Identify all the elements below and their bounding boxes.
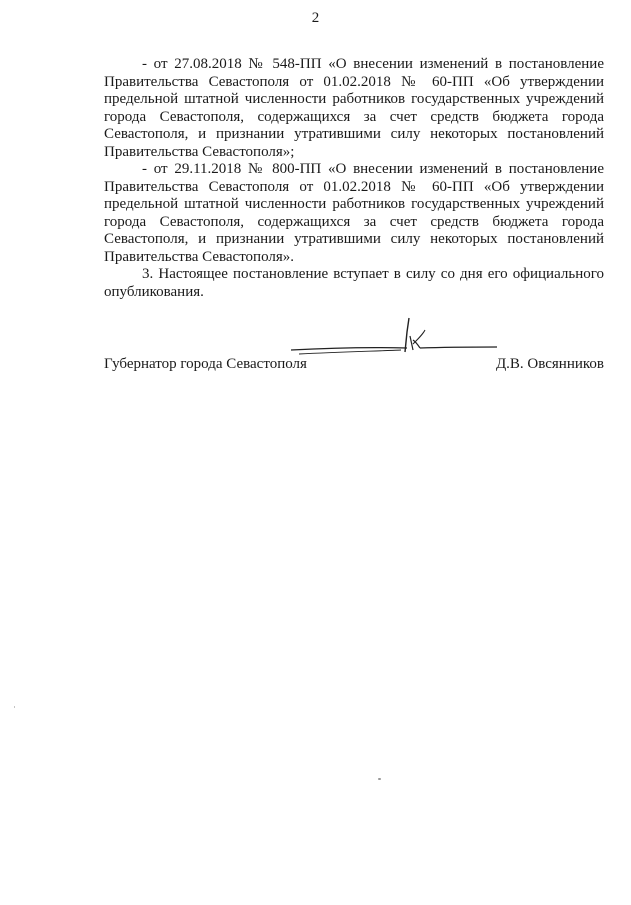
paragraph-amendment-800: - от 29.11.2018 № 800-ПП «О внесении изменений в постановление Правительства Севастополя от 01.02.2018 № 60-ПП «Об утверждении предельной штатной численности работников государственных учреждений города Севастополя, содержащихся за счет средств бюджета города Севастополя, и признании утратившими силу некоторых постановлений Правительства Севастополя». bbox=[104, 161, 604, 265]
page-number: 2 bbox=[311, 10, 320, 26]
paragraph-entry-into-force: 3. Настоящее постановление вступает в силу со дня его официального опубликования. bbox=[104, 266, 604, 300]
handwritten-signature bbox=[289, 314, 499, 376]
signature-block bbox=[104, 348, 604, 388]
paragraph-amendment-548: - от 27.08.2018 № 548-ПП «О внесении изменений в постановление Правительства Севастополя от 01.02.2018 № 60-ПП «Об утверждении предельной штатной численности работников государственных учреждений города Севастополя, содержащихся за счет средств бюджета города Севастополя, и признании утратившими силу некоторых постановлений Правительства Севастополя»; bbox=[104, 56, 604, 160]
scan-speck bbox=[378, 778, 381, 780]
scan-speck bbox=[14, 706, 15, 708]
signatory-title: Губернатор города Севастополя bbox=[104, 356, 307, 372]
signatory-name: Д.В. Овсянников bbox=[495, 356, 604, 372]
document-body bbox=[104, 56, 604, 301]
